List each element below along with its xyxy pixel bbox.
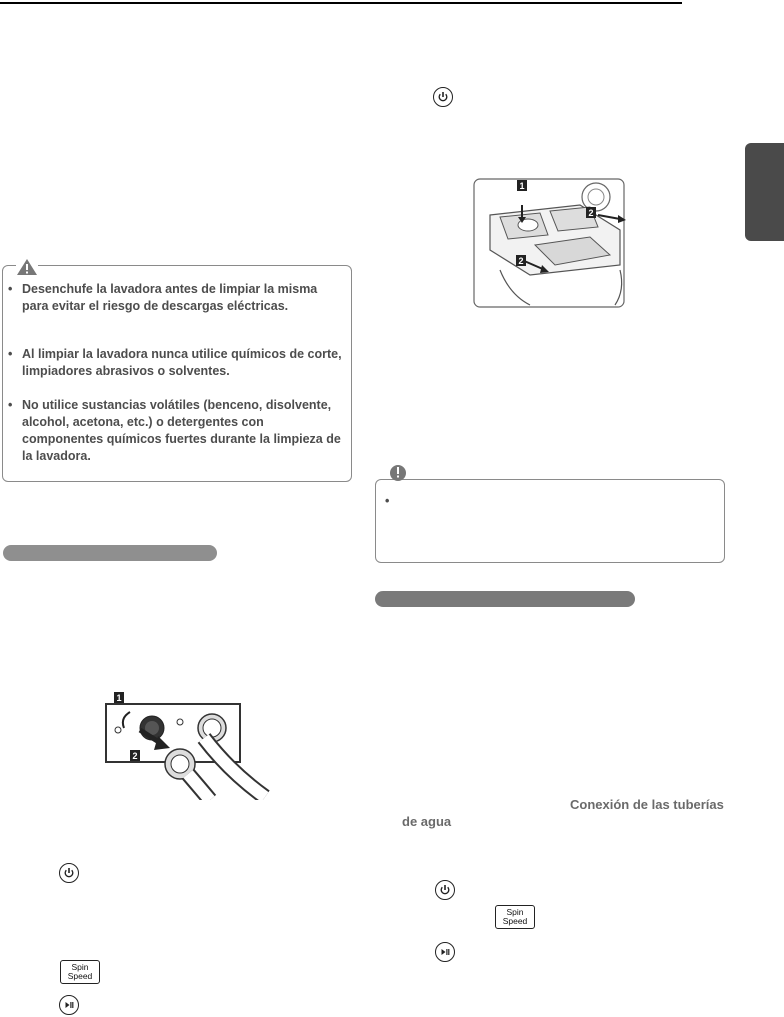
spin-speed-button <box>495 905 535 929</box>
drawer-callout-1: 1 <box>519 181 525 191</box>
spin-speed-button <box>60 960 100 984</box>
caution-bullet-2: • <box>8 347 13 361</box>
start-pause-icon <box>435 942 455 962</box>
caution-bullet-3: • <box>8 398 13 412</box>
start-pause-icon <box>59 995 79 1015</box>
top-rule <box>0 2 682 4</box>
speed-label: Speed <box>502 916 528 926</box>
caution-item-1: Desenchufe la lavadora antes de limpiar la misma para evitar el riesgo de descargas eléctricas. <box>22 282 318 313</box>
drawer-callout-2a: 2 <box>588 208 594 218</box>
power-icon <box>59 863 79 883</box>
caution-bullet-1: • <box>8 282 13 296</box>
spin-label: Spin <box>71 962 89 972</box>
section-heading-right <box>375 591 635 607</box>
language-tab <box>745 143 784 241</box>
detergent-drawer-illustration <box>470 175 640 310</box>
spin-label: Spin <box>506 907 524 917</box>
power-icon <box>433 87 453 107</box>
caution-item-3: No utilice sustancias volátiles (benceno, disolvente, alcohol, acetona, etc.) o detergentes con componentes químicos fuertes durante la limpieza de la lavadora. <box>22 398 341 463</box>
warning-triangle-icon <box>16 258 38 276</box>
note-box <box>375 479 725 563</box>
water-hose-illustration <box>100 692 270 800</box>
caution-item-2: Al limpiar la lavadora nunca utilice químicos de corte, limpiadores abrasivos o solventes. <box>22 347 342 378</box>
power-icon <box>435 880 455 900</box>
note-bullet: • <box>385 494 390 508</box>
section-heading-left <box>3 545 217 561</box>
exclamation-circle-icon <box>388 463 478 483</box>
drawer-callout-2b: 2 <box>518 256 524 266</box>
link-water-connection: Conexión de las tuberías <box>570 797 724 812</box>
hose-callout-2: 2 <box>132 751 138 761</box>
link-water-connection-2: de agua <box>402 814 452 829</box>
speed-label: Speed <box>67 971 93 981</box>
hose-callout-1: 1 <box>116 693 122 703</box>
